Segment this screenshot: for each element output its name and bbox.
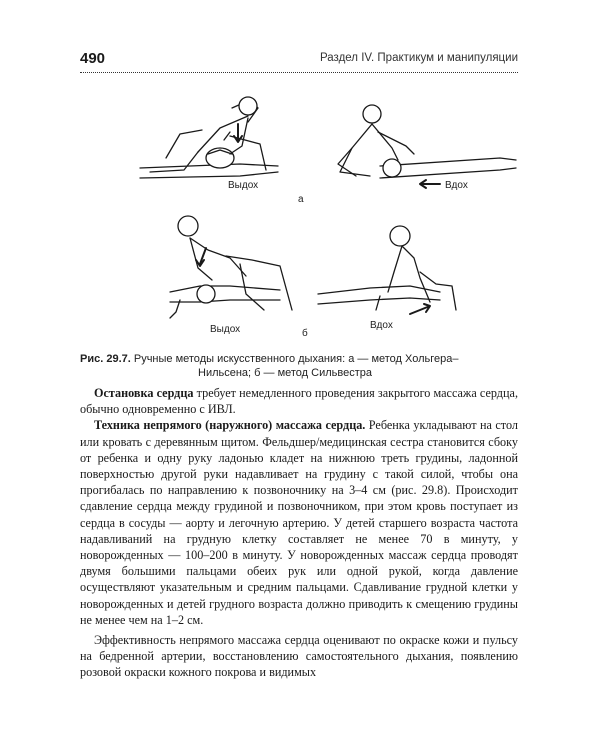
illustration-a2 — [338, 105, 516, 188]
paragraph-2 — [80, 417, 518, 628]
body-text — [80, 385, 518, 681]
paragraph-1-text: требует немедленного проведения закрытого массажа сердца, обычно одновременно с ИВЛ. — [80, 386, 518, 417]
panel-a1-label: Выдох — [228, 180, 259, 191]
figure-label-a: а — [298, 194, 304, 205]
panel-a2-label: Вдох — [445, 180, 468, 191]
figure-illustration — [80, 88, 520, 350]
paragraph-2-lead: Техника непрямого (наружного) массажа сердца. — [94, 418, 366, 433]
page-header — [80, 48, 518, 73]
caption-line-1 — [80, 352, 518, 366]
paragraph-1 — [80, 385, 518, 417]
caption-number: Рис. 29.7. — [80, 353, 131, 365]
caption-line-2: Нильсена; б — метод Сильвестра — [198, 367, 373, 379]
paragraph-3: Эффективность непрямого массажа сердца оценивают по окраске кожи и пульсу на бедренной артерии, восстановлению самостоятельного дыхания, появлению розовой окраски кожного покрова и видимых — [80, 633, 518, 680]
page-number: 490 — [80, 50, 106, 67]
panel-b2-label: Вдох — [370, 320, 393, 331]
figure-caption — [80, 352, 518, 380]
paragraph-1-lead: Остановка сердца — [94, 386, 194, 400]
figure-label-b: б — [302, 328, 308, 339]
panel-b1-label: Выдох — [210, 324, 241, 335]
illustration-a1 — [140, 97, 278, 178]
caption-text-1: Ручные методы искусственного дыхания: а — метод Хольгера– — [133, 353, 459, 365]
illustration-b2 — [318, 226, 456, 314]
section-title: Раздел IV. Практикум и манипуляции — [320, 52, 518, 64]
illustration-b1 — [170, 216, 292, 318]
paragraph-2-text: Ребенка укладывают на стол или кровать с деревянным щитом. Фельдшер/медицинская сестра становится сбоку от ребенка и одну руку ладонью кладет на нижнюю треть грудины, ладонной поверхностью другой руки надавливает на грудину с такой силой, чтобы она прогибалась по направлению к позвоночнику на 3–4 см (рис. 29.8). Происходит сдавление сердца между грудиной и позвоночником, при этом кровь поступает из сердца в сосуды — аорту и легочную артерию. У детей старшего возраста частота надавливаний на грудную клетку составляет не менее 70 в минуту, у новорожденных — 100–200 в минуту. У новорожденных массаж сердца проводят двумя большими пальцами обеих рук или одной рукой, когда давление осуществляют указательным и средним пальцами. Сдавливание грудной клетки у новорожденных и детей грудного возраста должно приводить к смещению грудины не менее чем на 1–2 см. — [80, 418, 518, 627]
figure-29-7 — [80, 88, 520, 350]
